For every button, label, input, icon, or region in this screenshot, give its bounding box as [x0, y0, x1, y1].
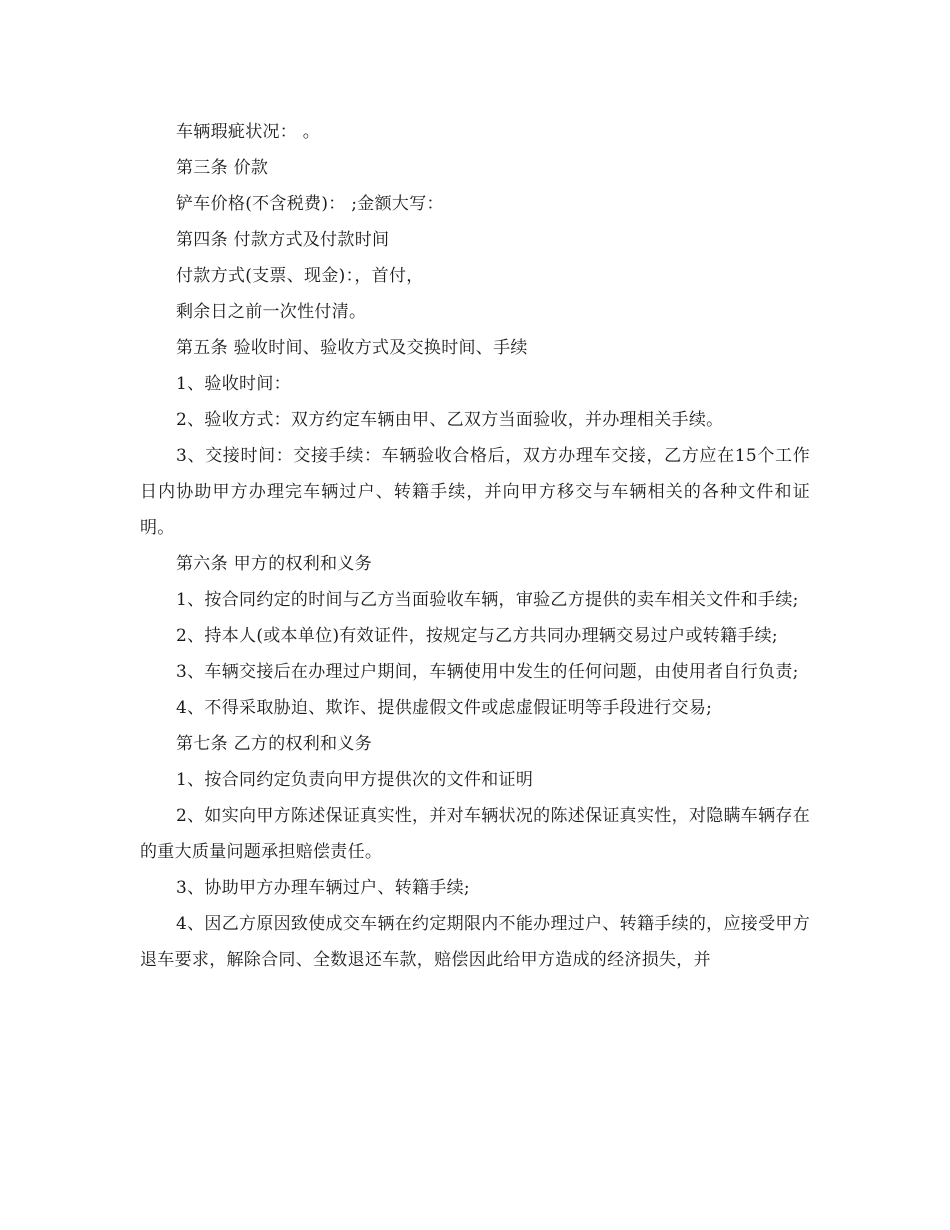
- article-6-heading: 第六条 甲方的权利和义务: [176, 554, 373, 574]
- paragraph-payment-method: 付款方式(支票、现金)：，首付，: [176, 266, 424, 286]
- clause-6-2: 2、持本人(或本单位)有效证件，按规定与乙方共同办理辆交易过户或转籍手续;: [176, 626, 778, 646]
- clause-7-4: 4、因乙方原因致使成交车辆在约定期限内不能办理过户、转籍手续的，应接受甲方退车要求，解除合同、全数退还车款，赔偿因此给甲方造成的经济损失，并: [140, 914, 810, 970]
- clause-7-2: 2、如实向甲方陈述保证真实性，并对车辆状况的陈述保证真实性，对隐瞒车辆存在的重大质量问题承担赔偿责任。: [140, 806, 810, 862]
- clause-6-3: 3、车辆交接后在办理过户期间，车辆使用中发生的任何问题，由使用者自行负责;: [176, 662, 799, 682]
- paragraph-defects: 车辆瑕疵状况： 。: [176, 122, 321, 142]
- paragraph-price: 铲车价格(不含税费)： ;金额大写：: [176, 194, 444, 214]
- article-3-heading: 第三条 价款: [176, 158, 269, 178]
- article-4-heading: 第四条 付款方式及付款时间: [176, 230, 390, 250]
- clause-7-1: 1、按合同约定负责向甲方提供次的文件和证明: [176, 770, 534, 790]
- clause-5-3: 3、交接时间：交接手续：车辆验收合格后，双方办理车交接，乙方应在15个工作日内协助甲方办理完车辆过户、转籍手续，并向甲方移交与车辆相关的各种文件和证明。: [140, 446, 810, 538]
- paragraph-remaining-payment: 剩余日之前一次性付清。: [176, 302, 367, 322]
- clause-5-2: 2、验收方式：双方约定车辆由甲、乙双方当面验收，并办理相关手续。: [176, 410, 724, 430]
- document-page: [140, 114, 810, 978]
- article-5-heading: 第五条 验收时间、验收方式及交换时间、手续: [176, 338, 528, 358]
- clause-7-3: 3、协助甲方办理车辆过户、转籍手续;: [176, 878, 470, 898]
- clause-5-1: 1、验收时间：: [176, 374, 291, 394]
- article-7-heading: 第七条 乙方的权利和义务: [176, 734, 373, 754]
- clause-6-1: 1、按合同约定的时间与乙方当面验收车辆，审验乙方提供的卖车相关文件和手续;: [176, 590, 799, 610]
- clause-6-4: 4、不得采取胁迫、欺诈、提供虚假文件或虑虚假证明等手段进行交易;: [176, 698, 713, 718]
